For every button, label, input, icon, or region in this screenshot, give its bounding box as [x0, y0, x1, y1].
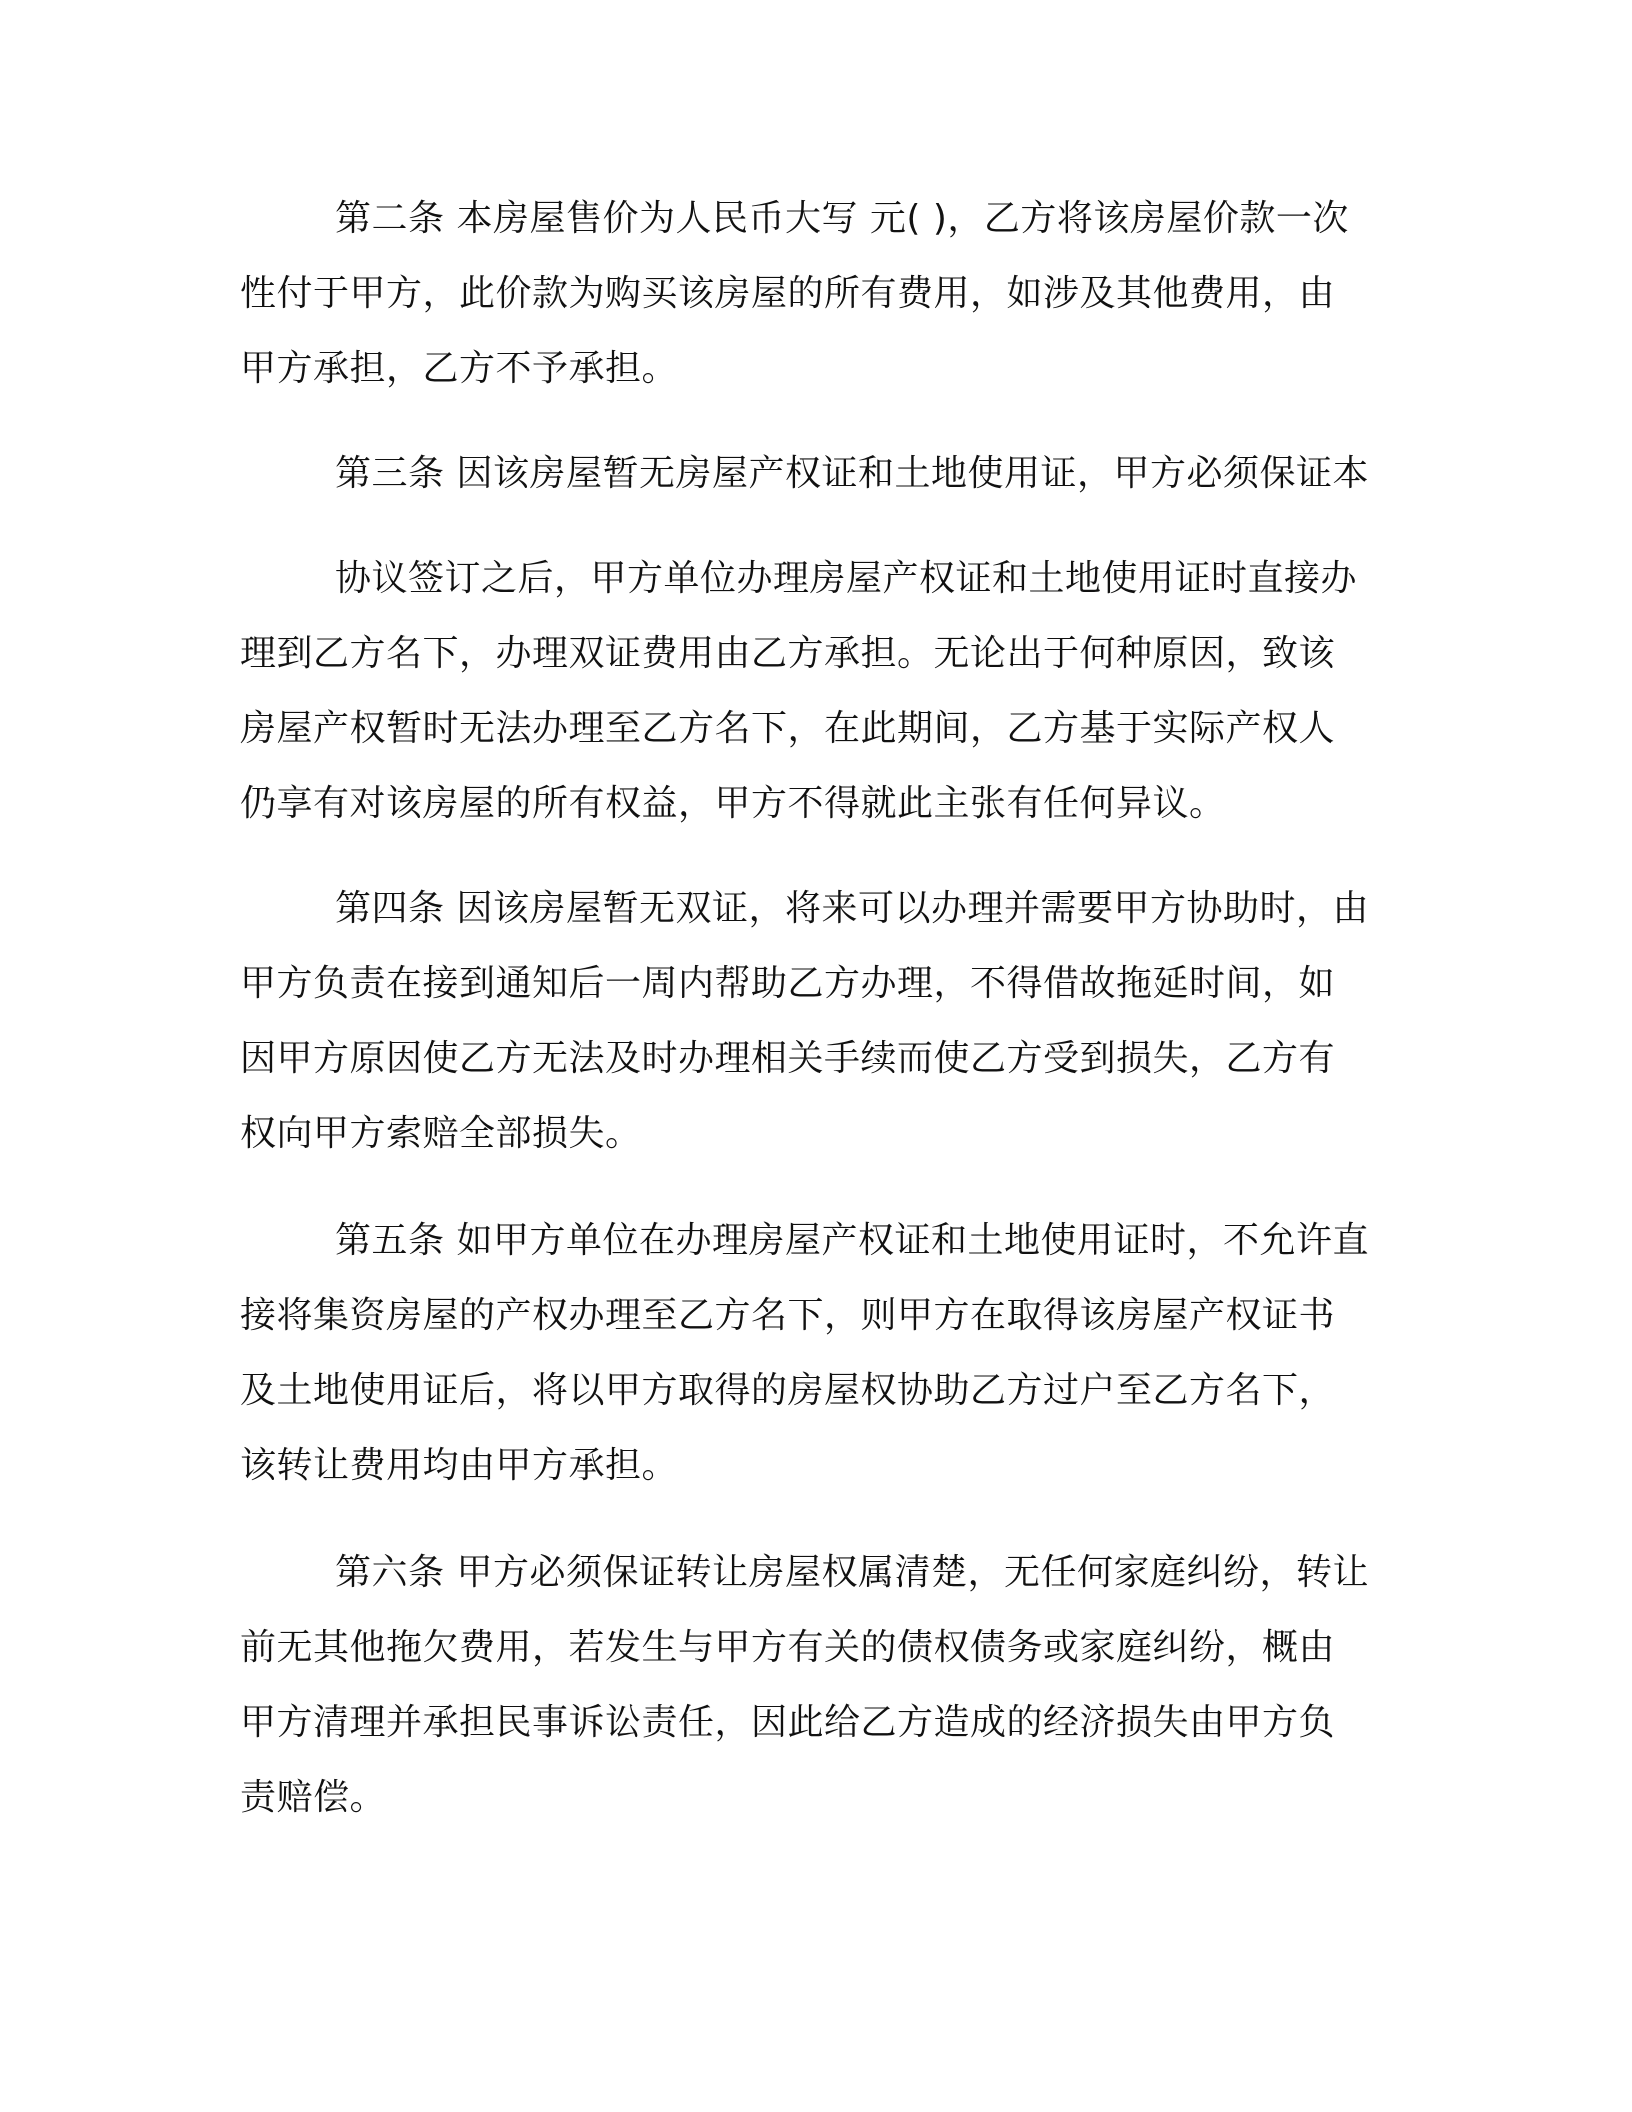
article-6-line-3: 甲方清理并承担民事诉讼责任，因此给乙方造成的经济损失由甲方负 [240, 1702, 1336, 1743]
article-4-line-2: 甲方负责在接到通知后一周内帮助乙方办理，不得借故拖延时间，如 [240, 963, 1336, 1004]
article-3-line-4: 房屋产权暂时无法办理至乙方名下，在此期间，乙方基于实际产权人 [240, 708, 1336, 749]
article-3-line-5: 仍享有对该房屋的所有权益，甲方不得就此主张有任何异议。 [240, 783, 1226, 824]
article-4-line-4: 权向甲方索赔全部损失。 [240, 1113, 642, 1154]
article-5-line-1: 第五条 如甲方单位在办理房屋产权证和土地使用证时，不允许直 [335, 1220, 1369, 1261]
article-5-line-4: 该转让费用均由甲方承担。 [240, 1445, 679, 1486]
article-6-line-1: 第六条 甲方必须保证转让房屋权属清楚，无任何家庭纠纷，转让 [335, 1552, 1369, 1593]
article-3-line-1: 第三条 因该房屋暂无房屋产权证和土地使用证，甲方必须保证本 [335, 453, 1369, 494]
article-2-line-3: 甲方承担，乙方不予承担。 [240, 348, 679, 389]
article-3-line-3: 理到乙方名下，办理双证费用由乙方承担。无论出于何种原因，致该 [240, 633, 1336, 674]
article-6-line-4: 责赔偿。 [240, 1777, 387, 1818]
article-6-line-2: 前无其他拖欠费用，若发生与甲方有关的债权债务或家庭纠纷，概由 [240, 1627, 1336, 1668]
article-4-line-3: 因甲方原因使乙方无法及时办理相关手续而使乙方受到损失，乙方有 [240, 1038, 1336, 1079]
article-3-line-2: 协议签订之后，甲方单位办理房屋产权证和土地使用证时直接办 [335, 558, 1358, 599]
article-5-line-3: 及土地使用证后，将以甲方取得的房屋权协助乙方过户至乙方名下， [240, 1370, 1336, 1411]
article-2-line-2: 性付于甲方，此价款为购买该房屋的所有费用，如涉及其他费用，由 [240, 273, 1336, 314]
article-4-line-1: 第四条 因该房屋暂无双证，将来可以办理并需要甲方协助时，由 [335, 888, 1369, 929]
article-5-line-2: 接将集资房屋的产权办理至乙方名下，则甲方在取得该房屋产权证书 [240, 1295, 1336, 1336]
article-2-line-1: 第二条 本房屋售价为人民币大写 元( )，乙方将该房屋价款一次 [335, 198, 1349, 239]
